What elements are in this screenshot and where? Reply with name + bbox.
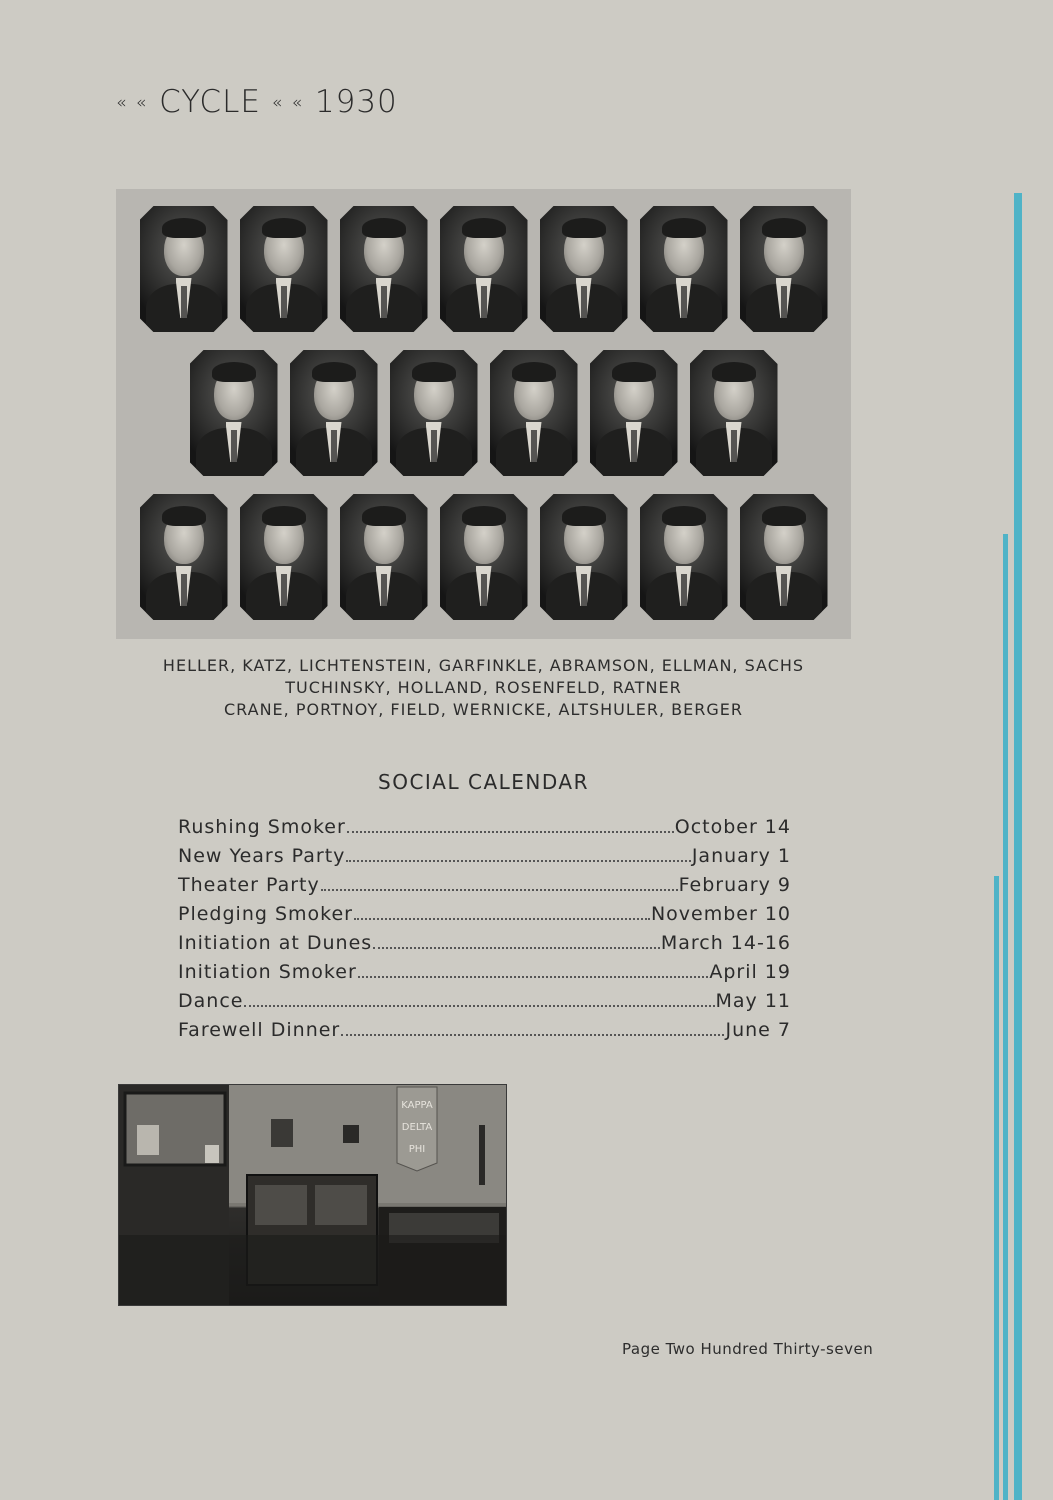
member-portrait: [540, 206, 628, 332]
portrait-hair: [462, 218, 506, 238]
portrait-hair: [712, 362, 756, 382]
portrait-hair: [162, 506, 206, 526]
calendar-event-row: [178, 868, 791, 896]
event-date: March 14-16: [660, 932, 791, 954]
member-portrait: [590, 350, 678, 476]
dot-leader: [346, 860, 690, 862]
calendar-event-row: [178, 810, 791, 838]
member-portrait: [190, 350, 278, 476]
portrait-tie: [231, 430, 237, 462]
portrait-tie: [331, 430, 337, 462]
member-portrait: [440, 206, 528, 332]
right-guillemets: « «: [271, 93, 305, 113]
accent-line-3: [994, 876, 999, 1500]
event-name: New Years Party: [178, 845, 346, 867]
page-header: [116, 84, 398, 120]
portrait-tie: [781, 286, 787, 318]
portrait-tie: [481, 286, 487, 318]
portrait-tie: [281, 286, 287, 318]
portrait-tie: [431, 430, 437, 462]
event-name: Initiation at Dunes: [178, 932, 373, 954]
event-date: October 14: [674, 816, 791, 838]
member-portrait: [290, 350, 378, 476]
calendar-event-row: [178, 955, 791, 983]
event-date: June 7: [725, 1019, 791, 1041]
event-name: Initiation Smoker: [178, 961, 357, 983]
event-name: Pledging Smoker: [178, 903, 353, 925]
portrait-hair: [362, 506, 406, 526]
member-portrait: [140, 494, 228, 620]
member-portrait: [440, 494, 528, 620]
portrait-hair: [662, 506, 706, 526]
portrait-hair: [762, 506, 806, 526]
member-portrait: [340, 206, 428, 332]
portrait-tie: [181, 286, 187, 318]
yearbook-year: 1930: [314, 84, 398, 120]
portrait-hair: [612, 362, 656, 382]
portrait-hair: [462, 506, 506, 526]
portrait-tie: [781, 574, 787, 606]
portrait-tie: [681, 286, 687, 318]
portrait-tie: [531, 430, 537, 462]
member-portrait: [640, 206, 728, 332]
calendar-event-row: [178, 839, 791, 867]
chapter-room-illustration: [119, 1085, 506, 1305]
dot-leader: [358, 976, 709, 978]
portrait-hair: [262, 506, 306, 526]
left-guillemets: « «: [116, 93, 149, 113]
room-banner-text: KAPPA DELTA PHI: [401, 1100, 433, 1155]
portrait-hair: [412, 362, 456, 382]
member-portraits-panel: [116, 189, 851, 639]
member-portrait: [540, 494, 628, 620]
portrait-hair: [512, 362, 556, 382]
member-portrait: [390, 350, 478, 476]
member-portrait: [140, 206, 228, 332]
names-row-3: CRANE, PORTNOY, FIELD, WERNICKE, ALTSHULER, BERGER: [223, 700, 744, 719]
page-number: Page Two Hundred Thirty-seven: [622, 1340, 874, 1358]
dot-leader: [244, 1005, 714, 1007]
dot-leader: [347, 831, 674, 833]
event-date: November 10: [650, 903, 791, 925]
dot-leader: [341, 1034, 724, 1036]
portrait-tie: [181, 574, 187, 606]
calendar-event-row: [178, 897, 791, 925]
member-portrait: [640, 494, 728, 620]
member-portrait: [740, 206, 828, 332]
event-name: Rushing Smoker: [178, 816, 346, 838]
portrait-hair: [562, 506, 606, 526]
member-portrait: [490, 350, 578, 476]
portrait-hair: [762, 218, 806, 238]
portrait-hair: [362, 218, 406, 238]
member-portrait: [340, 494, 428, 620]
yearbook-title: CYCLE: [159, 84, 261, 120]
portrait-hair: [162, 218, 206, 238]
accent-line-2: [1003, 534, 1008, 1500]
member-portrait: [240, 494, 328, 620]
calendar-event-row: [178, 926, 791, 954]
accent-line-1: [1014, 193, 1022, 1500]
member-portrait: [240, 206, 328, 332]
portrait-tie: [481, 574, 487, 606]
portrait-tie: [631, 430, 637, 462]
event-date: May 11: [715, 990, 791, 1012]
event-name: Theater Party: [178, 874, 320, 896]
chapter-room-photo: [118, 1084, 507, 1306]
event-date: February 9: [678, 874, 791, 896]
portrait-hair: [312, 362, 356, 382]
member-portrait: [740, 494, 828, 620]
portrait-tie: [681, 574, 687, 606]
social-calendar-title: SOCIAL CALENDAR: [378, 770, 589, 794]
portrait-hair: [562, 218, 606, 238]
dot-leader: [373, 947, 660, 949]
portrait-tie: [581, 286, 587, 318]
event-name: Dance: [178, 990, 244, 1012]
event-date: April 19: [709, 961, 791, 983]
calendar-event-row: [178, 1013, 791, 1041]
member-portrait: [690, 350, 778, 476]
portrait-hair: [262, 218, 306, 238]
dot-leader: [321, 889, 678, 891]
portrait-tie: [281, 574, 287, 606]
portrait-tie: [731, 430, 737, 462]
event-name: Farewell Dinner: [178, 1019, 341, 1041]
portrait-tie: [381, 574, 387, 606]
names-row-1: HELLER, KATZ, LICHTENSTEIN, GARFINKLE, ABRAMSON, ELLMAN, SACHS: [162, 656, 805, 675]
portrait-tie: [581, 574, 587, 606]
event-date: January 1: [691, 845, 791, 867]
calendar-event-row: [178, 984, 791, 1012]
names-row-2: TUCHINSKY, HOLLAND, ROSENFELD, RATNER: [285, 678, 682, 697]
portrait-hair: [662, 218, 706, 238]
portrait-tie: [381, 286, 387, 318]
dot-leader: [354, 918, 650, 920]
portrait-hair: [212, 362, 256, 382]
